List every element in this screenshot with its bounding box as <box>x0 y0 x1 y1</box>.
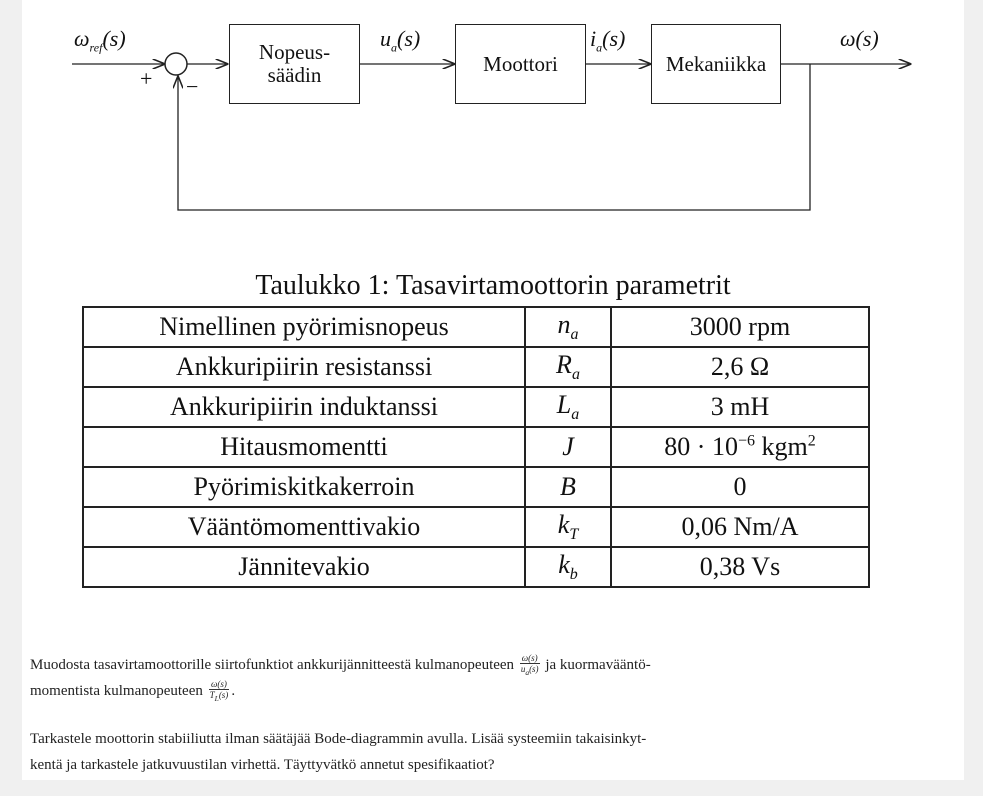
armature-voltage-label: $u_a(s)$ <box>380 26 421 55</box>
param-symbol: $k_T$ <box>525 507 611 547</box>
load-transfer-function-fraction: $\frac{\omega(s)}{T_L(s)}$ <box>209 679 229 703</box>
param-symbol: J <box>525 427 611 467</box>
table-caption: Taulukko 1: Tasavirtamoottorin parametrit <box>255 270 731 301</box>
controller-label-line1: Nopeus- <box>258 40 331 64</box>
motor-label: Moottori <box>483 51 558 76</box>
param-name: Ankkuripiirin resistanssi <box>83 347 525 387</box>
param-name: Pyörimiskitkakerroin <box>83 467 525 507</box>
mechanics-block <box>651 24 781 104</box>
param-name: Vääntömomenttivakio <box>83 507 525 547</box>
param-name: Jännitevakio <box>83 547 525 587</box>
param-symbol: $L_a$ <box>525 387 611 427</box>
table-row <box>83 307 869 347</box>
table-row <box>83 427 869 467</box>
input-signal-label: $\omega_{ref}(s)$ <box>74 26 126 55</box>
document-page <box>22 0 964 780</box>
motor-block <box>455 24 586 104</box>
summing-junction <box>165 53 187 75</box>
param-symbol: B <box>525 467 611 507</box>
armature-current-label: $i_a(s)$ <box>590 26 626 55</box>
minus-sign: − <box>186 74 199 99</box>
task-paragraph-1: Muodosta tasavirtamoottorille siirtofunktiot ankkurijännitteestä kulmanopeuteen $\frac{\omega(s)}{u_a(s)}$ ja kuormavääntö- momentista kulmanopeuteen $\frac{\omega(s)}{T_L(s)}$ . <box>30 653 651 703</box>
param-value: $80 \cdot 10^{-6}$ kgm$^2$ <box>611 427 869 467</box>
parameter-table <box>82 306 870 588</box>
mechanics-label: Mekaniikka <box>665 51 767 76</box>
table-row <box>83 547 869 587</box>
param-name: Ankkuripiirin induktanssi <box>83 387 525 427</box>
param-symbol: $R_a$ <box>525 347 611 387</box>
task-paragraph-2: Tarkastele moottorin stabiiliutta ilman säätäjää Bode-diagrammin avulla. Lisää systeemiin takaisinkyt- kentä ja tarkastele jatkuvuustilan virhettä. Täyttyvätkö annetut spesifikaatiot? <box>30 731 647 773</box>
param-value: 3 mH <box>611 387 869 427</box>
param-symbol: $n_a$ <box>525 307 611 347</box>
table-row <box>83 507 869 547</box>
table-row <box>83 387 869 427</box>
block-diagram <box>22 0 964 230</box>
controller-label-line2: säädin <box>267 63 322 87</box>
param-value: 2,6 Ω <box>611 347 869 387</box>
param-value: 0 <box>611 467 869 507</box>
output-signal-label: ω(s) <box>840 26 879 51</box>
param-name: Hitausmomentti <box>83 427 525 467</box>
param-value: 0,06 Nm/A <box>611 507 869 547</box>
plus-sign: + <box>140 66 153 91</box>
table-row <box>83 347 869 387</box>
param-name: Nimellinen pyörimisnopeus <box>83 307 525 347</box>
table-row <box>83 467 869 507</box>
transfer-function-fraction: $\frac{\omega(s)}{u_a(s)}$ <box>520 653 539 677</box>
param-value: 3000 rpm <box>611 307 869 347</box>
controller-block <box>229 24 360 104</box>
param-symbol: $k_b$ <box>525 547 611 587</box>
param-value: 0,38 Vs <box>611 547 869 587</box>
